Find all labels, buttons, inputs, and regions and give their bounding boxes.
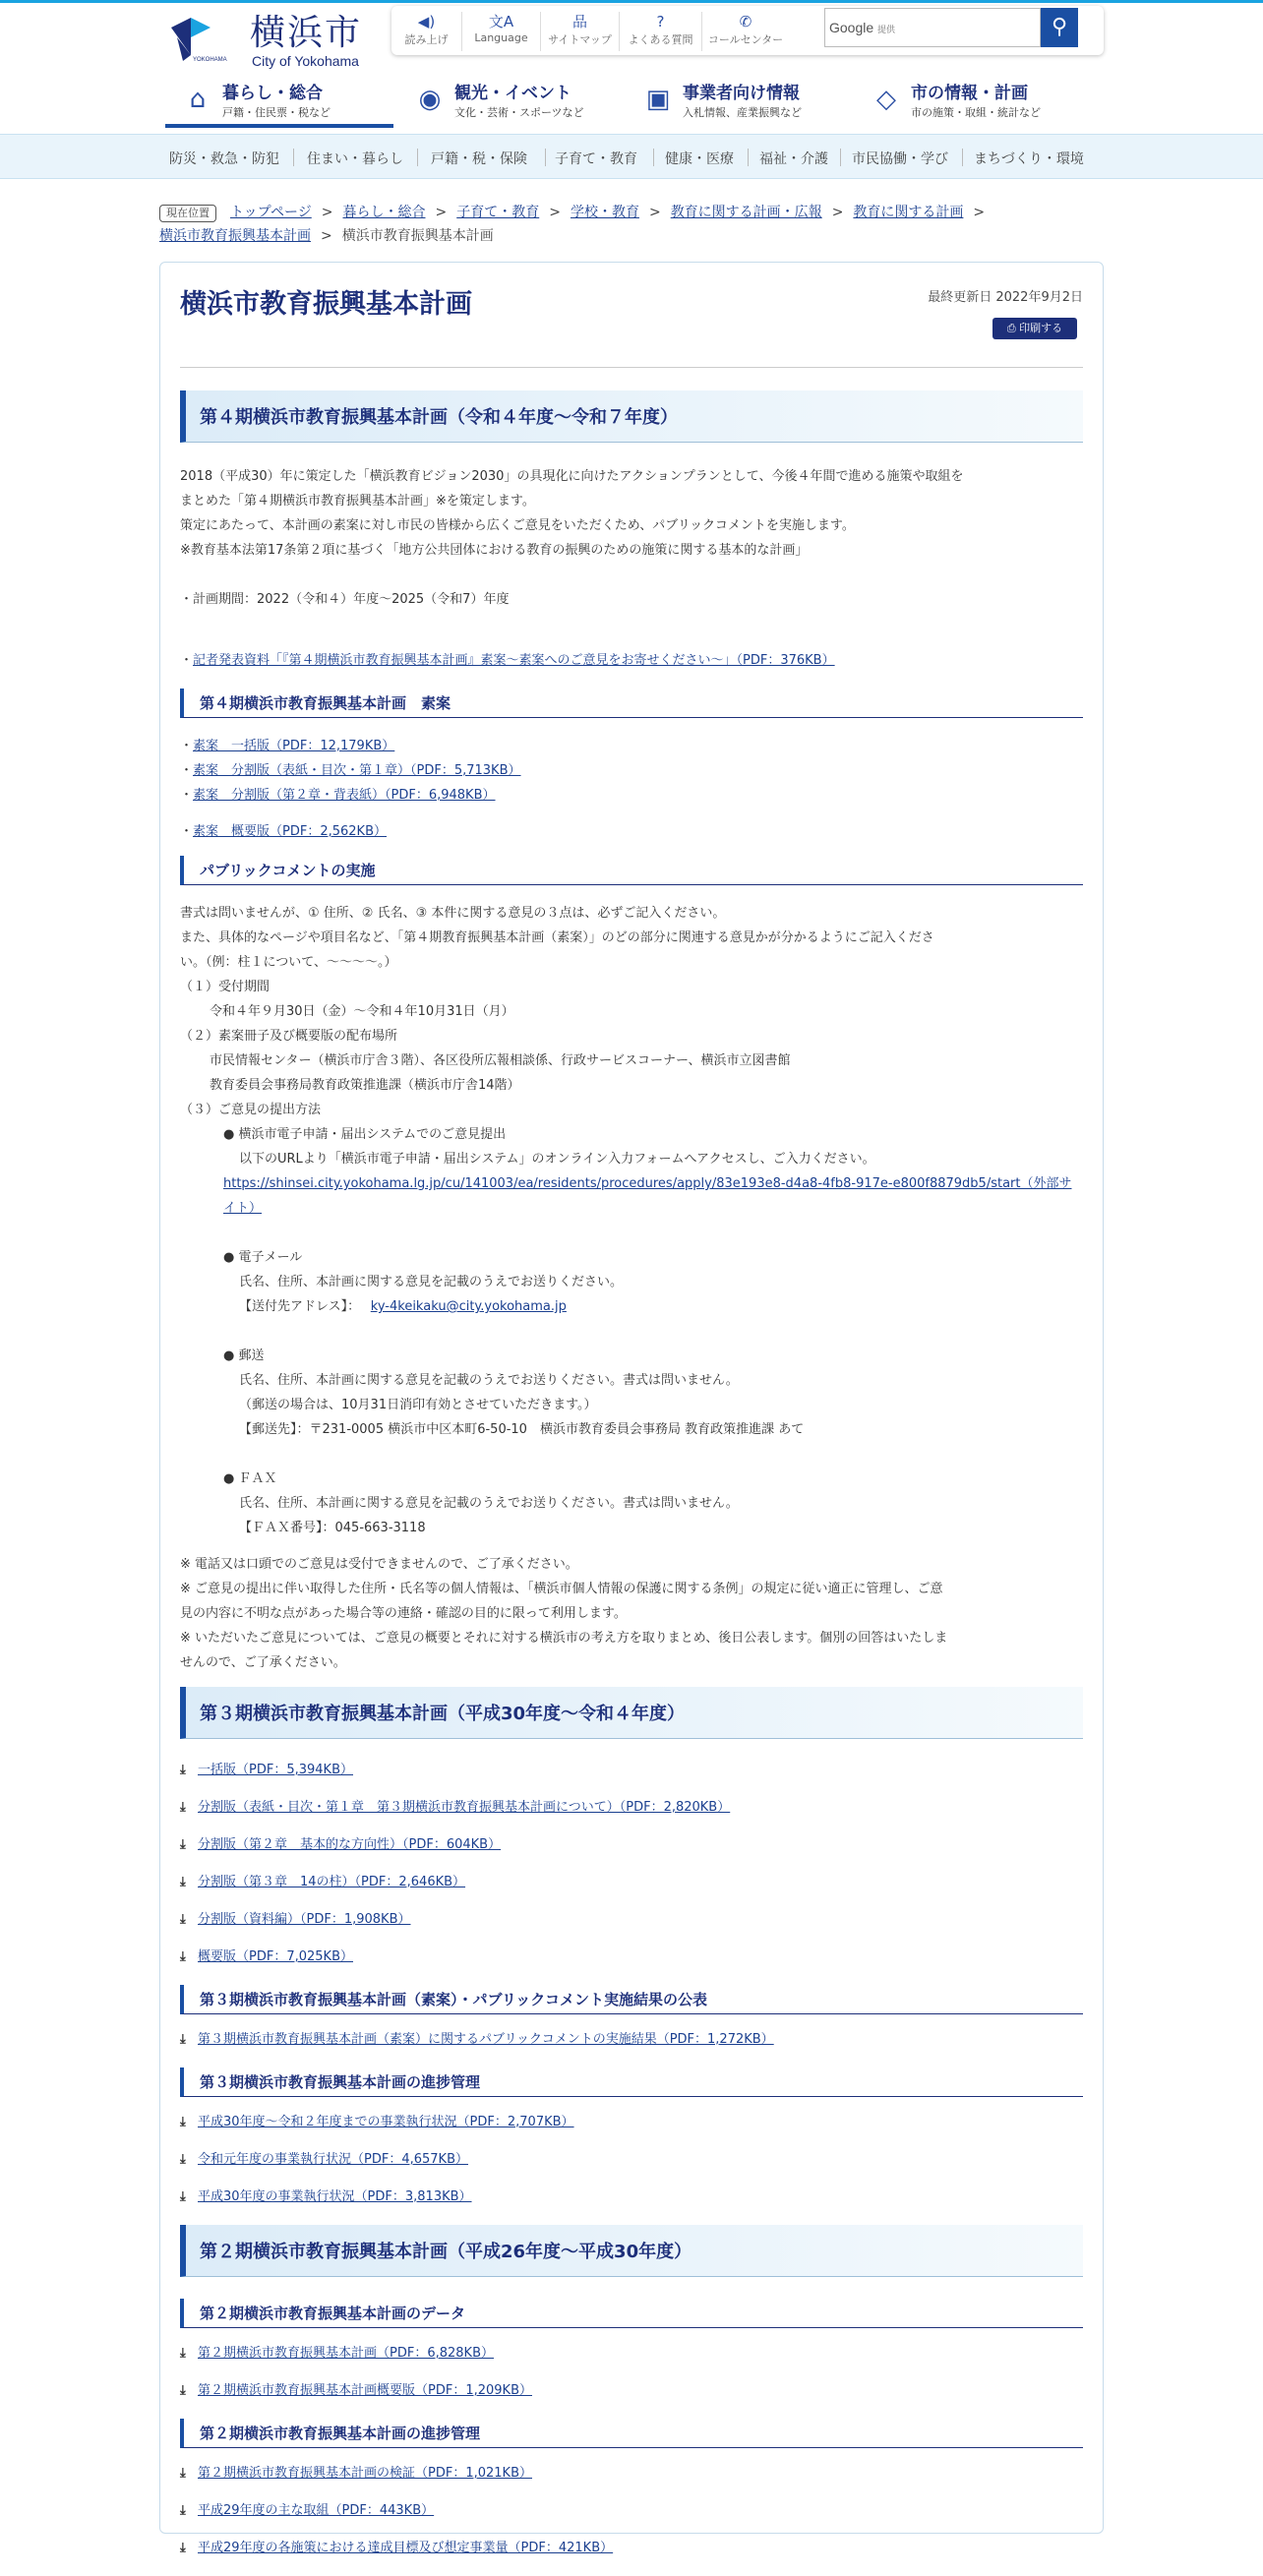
pdf-link[interactable]: 分割版（資料編）（PDF：1,908KB） [198,1912,411,1927]
section-heading: 第４期横浜市教育振興基本計画（令和４年度～令和７年度） [180,390,1083,443]
last-updated: 最終更新日 2022年9月2日 [928,290,1083,305]
pdf-link[interactable]: 平成30年度～令和２年度までの事業執行状況（PDF：2,707KB） [198,2115,574,2129]
paragraph: （郵送の場合は、10月31日消印有効とさせていただきます。） [239,1398,597,1412]
download-icon: ⤓ [180,2503,186,2518]
download-icon: ⤓ [180,2189,186,2204]
search-brand: Google 提供 [829,20,896,35]
paragraph [180,1171,1083,1221]
yokohama-logo-mark-icon [169,16,227,63]
divider [545,149,546,166]
breadcrumb-link[interactable]: 教育に関する計画 [853,205,964,220]
download-icon: ⤓ [180,1912,186,1927]
pdf-link[interactable]: 概要版（PDF：7,025KB） [198,1949,353,1964]
article-body [180,390,1083,2576]
note: ※ いただいたご意見については、ご意見の概要とそれに対する横浜市の考え方を取りまとめ、後日公表します。個別の回答はいたしま [180,1631,948,1646]
search-button[interactable] [1041,8,1078,47]
subnav-item[interactable]: 子育て・教育 [555,151,637,167]
breadcrumb-current: 横浜市教育振興基本計画 [341,228,494,244]
paragraph: い。（例：柱１について、～～～～。） [180,955,397,970]
plan-period: ・計画期間：2022（令和４）年度～2025（令和7）年度 [180,592,510,607]
paragraph: 氏名、住所、本計画に関する意見を記載のうえでお送りください。 [239,1275,624,1289]
subnav-item[interactable]: 住まい・暮らし [307,151,403,167]
paragraph: 教育委員会事務局教育政策推進課（横浜市庁舎14階） [210,1078,520,1093]
main-content [159,262,1104,2555]
pdf-link[interactable]: 分割版（第２章 基本的な方向性）（PDF：604KB） [198,1837,502,1852]
subsection-heading: 第２期横浜市教育振興基本計画のデータ [180,2299,1083,2328]
paragraph: （３）ご意見の提出方法 [180,1103,322,1117]
download-icon: ⤓ [180,2115,186,2129]
download-item [180,2113,1083,2132]
download-icon: ⤓ [180,2346,186,2361]
breadcrumb-link[interactable]: 暮らし・総合 [342,205,426,220]
download-item [180,1761,1083,1780]
paragraph: （１）受付期間 [180,980,271,994]
download-icon: ⤓ [180,1837,186,1852]
press-release: ・記者発表資料「『第４期横浜市教育振興基本計画』素案～素案へのご意見をお寄せください～」（PDF：376KB） [180,653,835,668]
section-heading: 第３期横浜市教育振興基本計画（平成30年度～令和４年度） [180,1687,1083,1739]
subsection-heading: 第２期横浜市教育振興基本計画の進捗管理 [180,2419,1083,2448]
briefcase-icon: ▣ [645,85,671,114]
top-accent-bar [0,0,1263,3]
paragraph: 【ＦＡＸ番号】：045-663-3118 [239,1521,426,1535]
pdf-link[interactable]: 平成29年度の主な取組（PDF：443KB） [198,2503,435,2518]
logo-text-en: City of Yokohama [252,53,359,69]
home-icon: ⌂ [189,85,207,114]
svg-text:YOKOHAMA: YOKOHAMA [193,57,227,63]
layers-icon: ◇ [876,85,896,114]
section-heading: 第２期横浜市教育振興基本計画（平成26年度～平成30年度） [180,2225,1083,2277]
subnav-item[interactable]: 福祉・介護 [759,151,828,167]
download-icon: ⤓ [180,2152,186,2167]
printer-icon: ⎙ [1006,322,1020,334]
breadcrumb-link[interactable]: 教育に関する計画・広報 [670,205,822,220]
pdf-link[interactable]: 第２期横浜市教育振興基本計画概要版（PDF：1,209KB） [198,2383,532,2398]
divider [840,149,841,166]
divider [180,367,1083,368]
download-item [180,2344,1083,2364]
search-input[interactable] [824,8,1041,47]
pdf-link[interactable]: 素案 概要版（PDF：2,562KB） [193,824,388,839]
print-button[interactable]: ⎙ 印刷する [992,318,1077,339]
download-item [180,2030,1083,2050]
method-title: ● 電子メール [223,1250,303,1265]
phone-icon: ✆ [739,13,752,30]
paragraph: 令和４年９月30日（金）～令和４年10月31日（月） [210,1004,514,1019]
language-icon: 文A [488,13,514,30]
subnav-item[interactable]: まちづくり・環境 [974,151,1084,167]
pdf-link[interactable]: 平成30年度の事業執行状況（PDF：3,813KB） [198,2189,472,2204]
breadcrumb-link[interactable]: トップページ [230,205,312,220]
pdf-link[interactable]: 素案 分割版（第２章・背表紙）（PDF：6,948KB） [193,788,496,803]
paragraph: 市民情報センター（横浜市庁舎３階）、各区役所広報相談係、行政サービスコーナー、横浜市立図書館 [210,1053,791,1068]
subsection-heading: 第３期横浜市教育振興基本計画の進捗管理 [180,2067,1083,2097]
paragraph: 【送付先アドレス】： ky-4keikaku@city.yokohama.jp [239,1299,567,1314]
gnav-business[interactable]: ▣ 事業者向け情報 入札情報、産業振興など [626,71,854,128]
category-nav [0,134,1263,179]
paragraph: 書式は問いませんが、① 住所、② 氏名、③ 本件に関する意見の３点は、必ずご記入ください。 [180,906,726,921]
method-title: ● 郵送 [223,1348,265,1363]
note: 見の内容に不明な点があった場合等の連絡・確認の目的に限って利用します。 [180,1606,627,1621]
note: せんので、ご了承ください。 [180,1655,346,1670]
download-item [180,1798,1083,1818]
util-sitemap[interactable]: 品 サイトマップ [541,12,620,51]
pdf-link[interactable]: 令和元年度の事業執行状況（PDF：4,657KB） [198,2152,468,2167]
download-icon: ⤓ [180,2383,186,2398]
note: ※ ご意見の提出に伴い取得した住所・氏名等の個人情報は、「横浜市個人情報の保護に関する条例」の規定に従い適正に管理し、ご意 [180,1582,943,1596]
subnav-item[interactable]: 戸籍・税・保険 [431,151,527,167]
subsection-heading: 第４期横浜市教育振興基本計画 素案 [180,689,1083,718]
subnav-item[interactable]: 健康・医療 [665,151,734,167]
email-link[interactable]: ky-4keikaku@city.yokohama.jp [370,1299,567,1314]
pdf-link[interactable]: 分割版（第３章 14の柱）（PDF：2,646KB） [198,1875,466,1889]
camera-icon: ◉ [418,85,442,114]
paragraph: （２）素案冊子及び概要版の配布場所 [180,1029,398,1044]
list-item: ・素案 分割版（第２章・背表紙）（PDF：6,948KB） [180,788,496,803]
paragraph: ※教育基本法第17条第２項に基づく「地方公共団体における教育の振興のための施策に関する基本的な計画」 [180,543,809,558]
gnav-city-info[interactable]: ◇ 市の情報・計画 市の施策・取組・統計など [854,71,1082,128]
util-read-aloud[interactable]: ◀) 読み上げ [391,12,462,51]
util-language[interactable]: 文A Language [462,12,541,51]
breadcrumb-link[interactable]: 子育て・教育 [456,205,540,220]
list-item: ・素案 一括版（PDF：12,179KB） [180,739,395,753]
gnav-kanko[interactable]: ◉ 観光・イベント 文化・芸術・スポーツなど [397,71,626,128]
download-item [180,2501,1083,2521]
download-item [180,1910,1083,1930]
paragraph: 以下のURLより「横浜市電子申請・届出システム」のオンライン入力フォームへアクセスし、ご入力ください。 [239,1152,875,1167]
page-title: 横浜市教育振興基本計画 [180,289,472,320]
pdf-link[interactable]: 素案 分割版（表紙・目次・第１章）（PDF：5,713KB） [193,763,521,778]
download-icon: ⤓ [180,2541,186,2555]
speaker-icon: ◀) [417,13,436,30]
download-item [180,2150,1083,2170]
divider [417,149,418,166]
divider [962,149,963,166]
sitemap-icon: 品 [571,13,587,30]
download-item [180,2539,1083,2558]
question-icon: ? [656,13,665,30]
pdf-link[interactable]: 第２期横浜市教育振興基本計画（PDF：6,828KB） [198,2346,494,2361]
download-icon: ⤓ [180,1949,186,1964]
global-nav [165,71,1106,128]
download-icon: ⤓ [180,1800,186,1815]
list-item: ・素案 概要版（PDF：2,562KB） [180,824,388,839]
pdf-link[interactable]: 素案 一括版（PDF：12,179KB） [193,739,395,753]
breadcrumb-link[interactable]: 学校・教育 [570,205,639,220]
download-item [180,1835,1083,1855]
subnav-item[interactable]: 市民協働・学び [852,151,948,167]
util-call-center[interactable]: ✆ コールセンター [702,12,789,51]
subnav-item[interactable]: 防災・救急・防犯 [169,151,279,167]
subsection-heading: 第３期横浜市教育振興基本計画（素案）・パブリックコメント実施結果の公表 [180,1985,1083,2014]
download-icon: ⤓ [180,1875,186,1889]
logo-text-jp: 横浜市 [250,13,363,53]
pdf-link[interactable]: 平成29年度の各施策における達成目標及び想定事業量（PDF：421KB） [198,2541,614,2555]
download-item [180,2187,1083,2207]
method-title: ● ＦＡＸ [223,1471,277,1486]
divider [293,149,294,166]
download-icon: ⤓ [180,1763,186,1777]
breadcrumb-here-label: 現在位置 [159,205,216,222]
method-title: ● 横浜市電子申請・届出システムでのご意見提出 [223,1127,507,1142]
pdf-link[interactable]: 分割版（表紙・目次・第１章 第３期横浜市教育振興基本計画について）（PDF：2,820KB） [198,1800,731,1815]
download-item [180,2464,1083,2484]
search-icon: ⚲ [1051,15,1068,39]
paragraph: 2018（平成30）年に策定した「横浜教育ビジョン2030」の具現化に向けたアクションプランとして、今後４年間で進める施策や取組を [180,469,964,484]
download-item [180,1873,1083,1892]
breadcrumb-link[interactable]: 横浜市教育振興基本計画 [159,228,311,244]
paragraph: 氏名、住所、本計画に関する意見を記載のうえでお送りください。書式は問いません。 [239,1373,739,1388]
divider [748,149,749,166]
shinsei-url-link[interactable]: https://shinsei.city.yokohama.lg.jp/cu/141003/ea/residents/procedures/apply/83e193e8-d4a8-4fb8-917e-e800f8879db5/start（外部サイト） [223,1176,1072,1216]
press-release-link[interactable]: 記者発表資料「『第４期横浜市教育振興基本計画』素案～素案へのご意見をお寄せください～」（PDF：376KB） [193,653,835,668]
list-item: ・素案 分割版（表紙・目次・第１章）（PDF：5,713KB） [180,763,521,778]
note: ※ 電話又は口頭でのご意見は受付できませんので、ご了承ください。 [180,1557,578,1572]
paragraph: まとめた「第４期横浜市教育振興基本計画」※を策定します。 [180,494,535,509]
pdf-link[interactable]: 一括版（PDF：5,394KB） [198,1763,353,1777]
pdf-link[interactable]: 第２期横浜市教育振興基本計画の検証（PDF：1,021KB） [198,2466,532,2481]
paragraph: 策定にあたって、本計画の素案に対し市民の皆様から広くご意見をいただくため、パブリックコメントを実施します。 [180,518,855,533]
paragraph: 【郵送先】：〒231-0005 横浜市中区本町6-50-10 横浜市教育委員会事務局 教育政策推進課 あて [239,1422,805,1437]
divider [653,149,654,166]
breadcrumb: 現在位置 トップページ > 暮らし・総合 > 子育て・教育 > 学校・教育 > 教育に関する計画・広報 > 教育に関する計画 > 横浜市教育振興基本計画 > 横浜市教育振興基本計画 [159,205,986,244]
site-logo[interactable] [169,12,366,69]
download-item [180,2381,1083,2401]
util-faq[interactable]: ? よくある質問 [620,12,702,51]
download-icon: ⤓ [180,2032,186,2047]
download-icon: ⤓ [180,2466,186,2481]
pdf-link[interactable]: 第３期横浜市教育振興基本計画（素案）に関するパブリックコメントの実施結果（PDF：1,272KB） [198,2032,774,2047]
subsection-heading: パブリックコメントの実施 [180,856,1083,885]
download-item [180,1947,1083,1967]
paragraph: 氏名、住所、本計画に関する意見を記載のうえでお送りください。書式は問いません。 [239,1496,739,1511]
gnav-kurashi[interactable]: ⌂ 暮らし・総合 戸籍・住民票・税など [165,71,393,128]
paragraph: また、具体的なページや項目名など、「第４期教育振興基本計画（素案）」のどの部分に関連する意見かが分かるようにご記入くださ [180,930,934,945]
